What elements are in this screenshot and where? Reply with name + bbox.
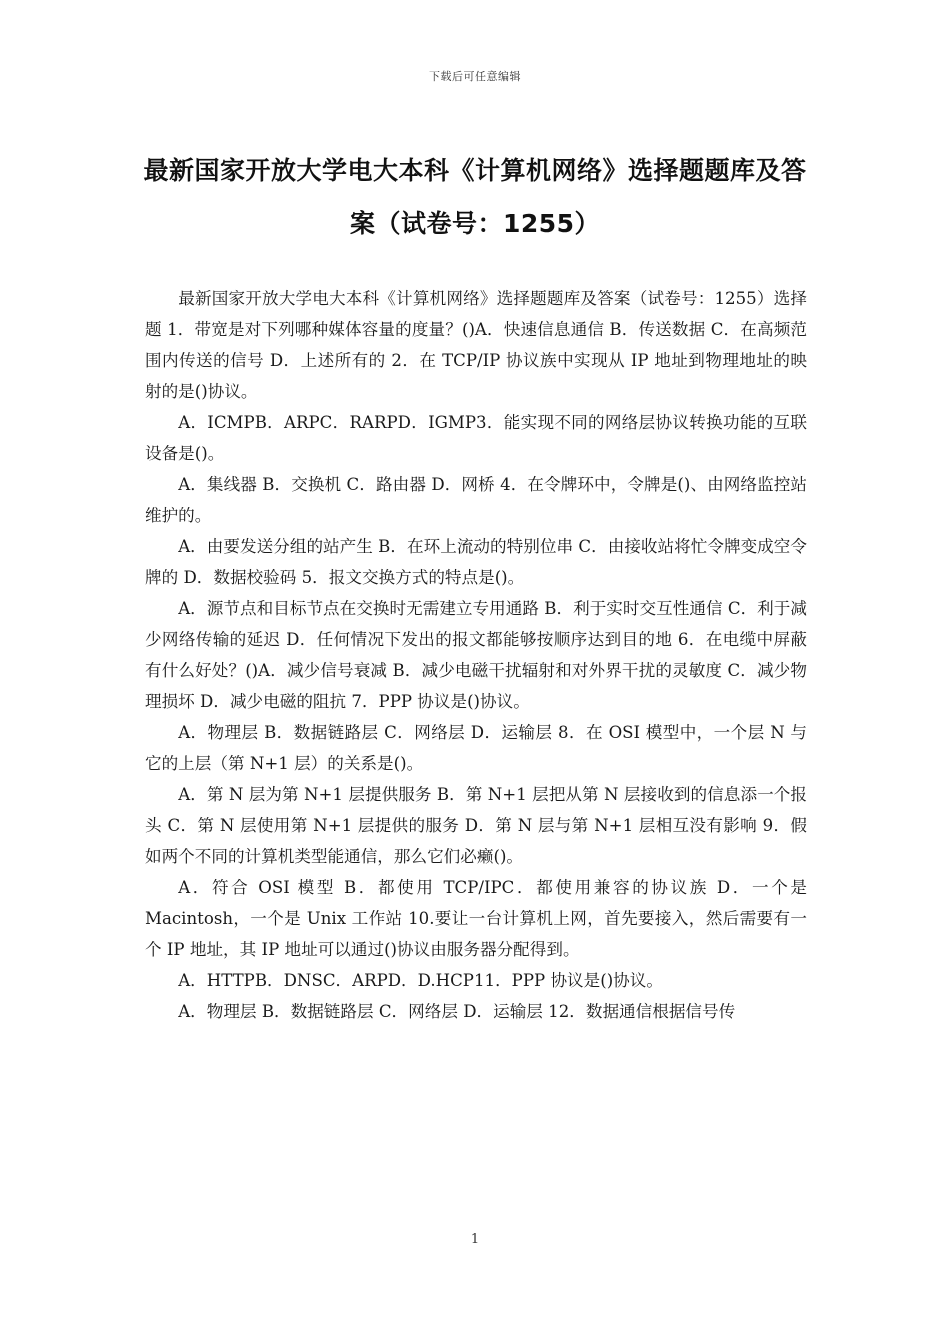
page-number: 1 [470,1232,480,1247]
document-body [145,283,807,1027]
paragraph: A．ICMPB．ARPC．RARPD．IGMP3．能实现不同的网络层协议转换功能的互联设备是()。 [145,413,807,463]
paragraph: A．物理层 B．数据链路层 C．网络层 D．运输层 8．在 OSI 模型中，一个层 N 与它的上层（第 N+1 层）的关系是()。 [145,723,807,773]
paragraph: 最新国家开放大学电大本科《计算机网络》选择题题库及答案（试卷号：1255）选择题 1．带宽是对下列哪种媒体容量的度量？()A．快速信息通信 B．传送数据 C．在高频范围内传送的信号 D．上述所有的 2．在 TCP/IP 协议族中实现从 IP 地址到物理地址的映射的是()协议。 [145,289,807,401]
paragraph: A．符合 OSI 模型 B．都使用 TCP/IPC．都使用兼容的协议族 D．一个是 Macintosh，一个是 Unix 工作站 10.要让一台计算机上网，首先要接入，然后需要有一个 IP 地址，其 IP 地址可以通过()协议由服务器分配得到。 [145,878,807,959]
paragraph: A．由要发送分组的站产生 B．在环上流动的特别位串 C．由接收站将忙令牌变成空令牌的 D．数据校验码 5．报文交换方式的特点是()。 [145,537,807,587]
paragraph: A．第 N 层为第 N+1 层提供服务 B．第 N+1 层把从第 N 层接收到的信息添一个报头 C．第 N 层使用第 N+1 层提供的服务 D．第 N 层与第 N+1 层相互没有影响 9．假如两个不同的计算机类型能通信，那么它们必癞()。 [145,785,807,866]
paragraph: A．物理层 B．数据链路层 C．网络层 D．运输层 12．数据通信根据信号传 [178,1002,736,1021]
header-note: 下载后可任意编辑 [429,70,521,83]
paragraph: A．集线器 B．交换机 C．路由器 D．网桥 4．在令牌环中，令牌是()、由网络监控站维护的。 [145,475,807,525]
paragraph: A．HTTPB．DNSC．ARPD．D.HCP11．PPP 协议是()协议。 [178,971,663,990]
paragraph: A．源节点和目标节点在交换时无需建立专用通路 B．利于实时交互性通信 C．利于减少网络传输的延迟 D．任何情况下发出的报文都能够按顺序达到目的地 6．在电缆中屏蔽有什么好处？()A．减少信号衰减 B．减少电磁干扰辐射和对外界干扰的灵敏度 C．减少物理损坏 D．减少电磁的阻抗 7．PPP 协议是()协议。 [145,599,807,711]
document-title: 最新国家开放大学电大本科《计算机网络》选择题题库及答案（试卷号：1255） [143,156,807,238]
